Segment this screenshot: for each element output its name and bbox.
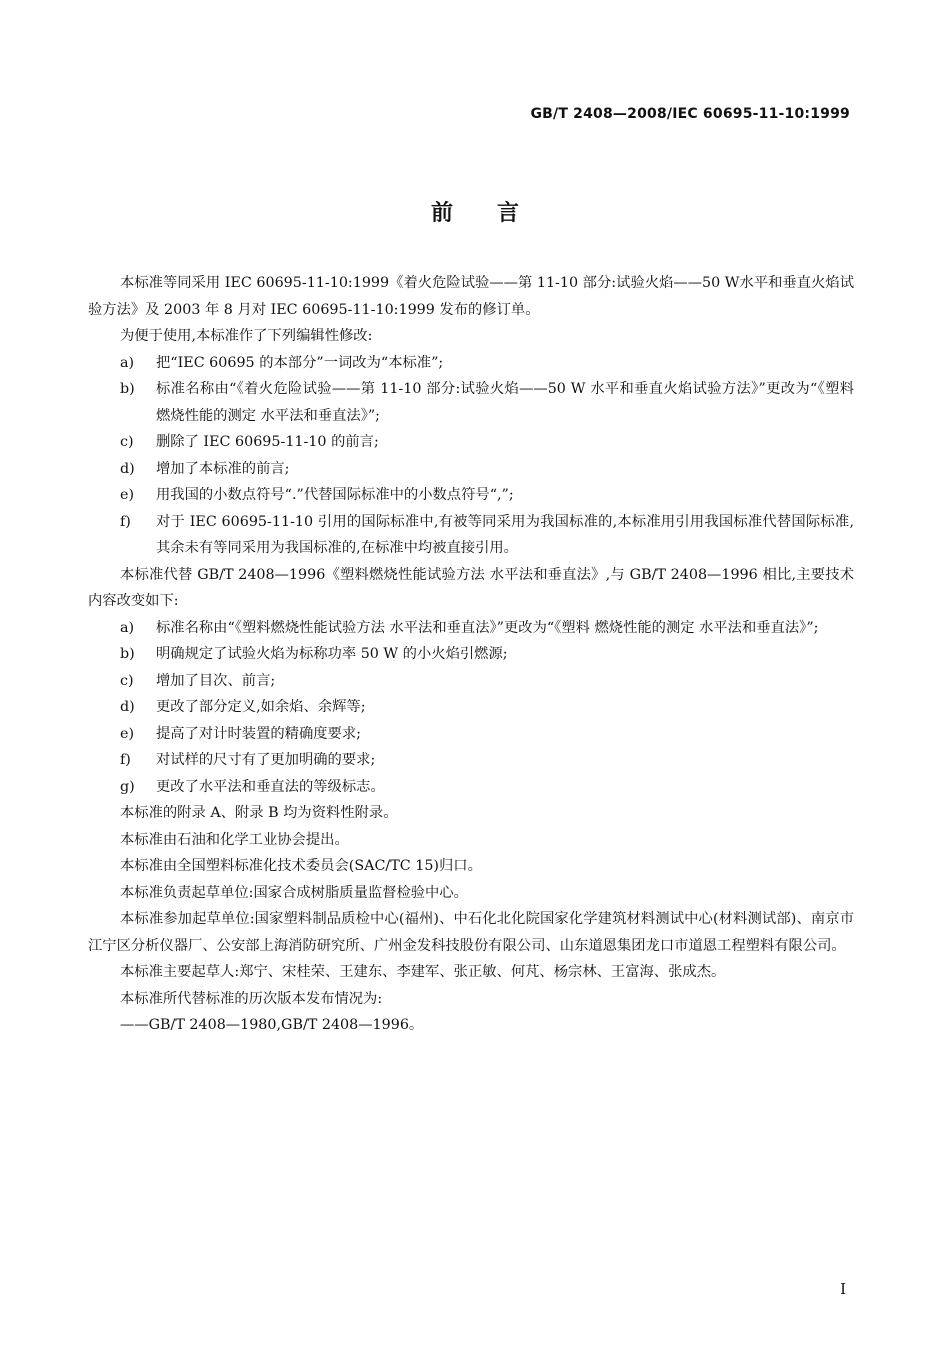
item-text: 提高了对计时装置的精确度要求;	[156, 725, 361, 742]
closing-paragraph: 本标准所代替标准的历次版本发布情况为:	[120, 990, 383, 1007]
foreword-body	[88, 270, 854, 1039]
item-text: 用我国的小数点符号“.”代替国际标准中的小数点符号“,”;	[156, 487, 514, 503]
closing-paragraph: 本标准主要起草人:郑宁、宋桂荣、王建东、李建军、张正敏、何芃、杨宗林、王富海、张成杰。	[120, 964, 726, 980]
list-item	[88, 509, 854, 562]
list-item	[88, 694, 854, 721]
list-item	[88, 350, 854, 377]
item-text: 对试样的尺寸有了更加明确的要求;	[156, 752, 376, 768]
list-item	[88, 747, 854, 774]
list-item	[88, 615, 854, 642]
list-item	[88, 376, 854, 429]
item-marker: d)	[120, 460, 135, 477]
item-marker: g)	[120, 778, 135, 795]
version-history: ——GB/T 2408—1980,GB/T 2408—1996。	[120, 1017, 424, 1033]
closing-paragraph: 本标准参加起草单位:国家塑料制品质检中心(福州)、中石化北化院国家化学建筑材料测试中心(材料测试部)、南京市江宁区分析仪器厂、公安部上海消防研究所、广州金发科技股份有限公司、山东道恩集团龙口市道恩工程塑料有限公司。	[88, 911, 854, 954]
item-marker: b)	[120, 381, 135, 397]
list-item	[88, 668, 854, 695]
item-marker: c)	[120, 672, 134, 689]
item-marker: e)	[120, 487, 135, 503]
item-text: 标准名称由“《着火危险试验——第 11-10 部分:试验火焰——50 W 水平和垂直火焰试验方法》”更改为“《塑料 燃烧性能的测定 水平法和垂直法》”;	[156, 381, 854, 424]
intro-paragraph: 本标准等同采用 IEC 60695-11-10:1999《着火危险试验——第 11-10 部分:试验火焰——50 W水平和垂直火焰试验方法》及 2003 年 8 月对 IEC 60695-11-10:1999 发布的修订单。	[88, 275, 854, 318]
item-marker: e)	[120, 725, 135, 742]
item-marker: f)	[120, 513, 131, 530]
item-marker: b)	[120, 646, 135, 662]
list-item	[88, 482, 854, 509]
page-number: I	[840, 1280, 846, 1298]
standard-code-header: GB/T 2408—2008/IEC 60695-11-10:1999	[530, 106, 850, 122]
closing-paragraph: 本标准由石油和化学工业协会提出。	[120, 831, 349, 848]
item-text: 对于 IEC 60695-11-10 引用的国际标准中,有被等同采用为我国标准的,本标准用引用我国标准代替国际标准,其余未有等同采用为我国标准的,在标准中均被直接引用。	[156, 513, 854, 556]
item-text: 明确规定了试验火焰为标称功率 50 W 的小火焰引燃源;	[156, 646, 508, 662]
item-marker: d)	[120, 699, 135, 715]
item-marker: a)	[120, 619, 135, 636]
item-marker: a)	[120, 354, 135, 371]
item-marker: f)	[120, 752, 131, 768]
closing-paragraph: 本标准的附录 A、附录 B 均为资料性附录。	[120, 805, 398, 821]
item-text: 标准名称由“《塑料燃烧性能试验方法 水平法和垂直法》”更改为“《塑料 燃烧性能的测定 水平法和垂直法》”;	[156, 619, 819, 636]
list-item	[88, 774, 854, 801]
list-item	[88, 721, 854, 748]
item-marker: c)	[120, 434, 134, 450]
page-title: 前言	[430, 201, 563, 226]
item-text: 更改了部分定义,如余焰、余辉等;	[156, 699, 366, 715]
replacement-paragraph: 本标准代替 GB/T 2408—1996《塑料燃烧性能试验方法 水平法和垂直法》,与 GB/T 2408—1996 相比,主要技术内容改变如下:	[88, 566, 854, 609]
item-text: 更改了水平法和垂直法的等级标志。	[156, 778, 385, 795]
item-text: 增加了目次、前言;	[156, 672, 276, 689]
list-item	[88, 641, 854, 668]
list-item	[88, 429, 854, 456]
item-text: 把“IEC 60695 的本部分”一词改为“本标准”;	[156, 354, 444, 371]
item-text: 增加了本标准的前言;	[156, 460, 290, 477]
editorial-changes-list	[88, 350, 854, 562]
technical-changes-list	[88, 615, 854, 801]
intro-paragraph: 为便于使用,本标准作了下列编辑性修改:	[120, 328, 373, 344]
closing-paragraph: 本标准负责起草单位:国家合成树脂质量监督检验中心。	[120, 884, 468, 901]
list-item	[88, 456, 854, 483]
item-text: 删除了 IEC 60695-11-10 的前言;	[156, 434, 379, 450]
closing-paragraph: 本标准由全国塑料标准化技术委员会(SAC/TC 15)归口。	[120, 858, 482, 874]
